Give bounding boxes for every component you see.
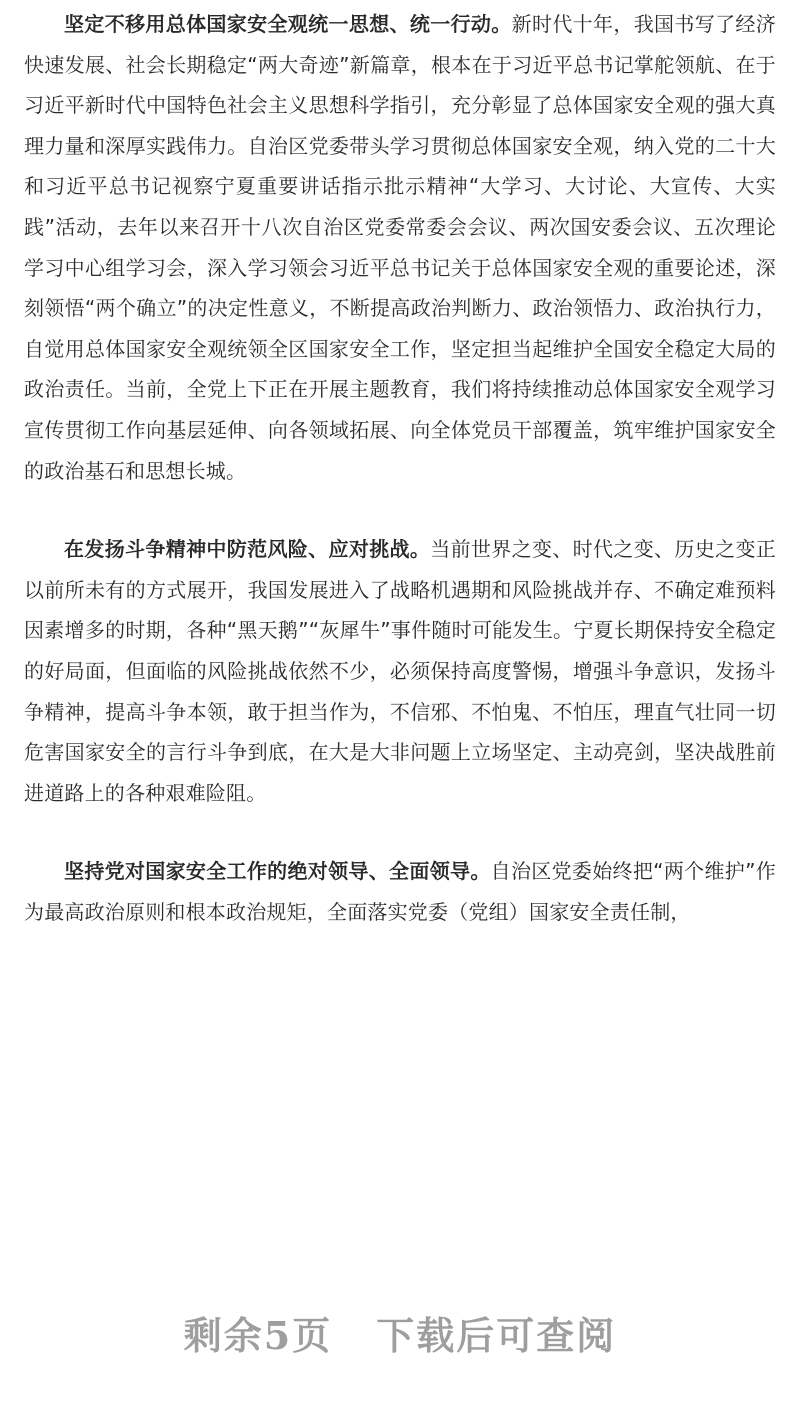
paragraph-2-lead: 在发扬斗争精神中防范风险、应对挑战。 [64,537,431,562]
paragraph-1 [24,4,776,491]
paragraph-1-body: 新时代十年，我国书写了经济快速发展、社会长期稳定“两大奇迹”新篇章，根本在于习近平总书记掌舵领航、在于习近平新时代中国特色社会主义思想科学指引，充分彰显了总体国家安全观的强大真理力量和深厚实践伟力。自治区党委带头学习贯彻总体国家安全观，纳入党的二十大和习近平总书记视察宁夏重要讲话指示批示精神“大学习、大讨论、大宣传、大实践”活动，去年以来召开十八次自治区党委常委会会议、两次国安委会议、五次理论学习中心组学习会，深入学习领会习近平总书记关于总体国家安全观的重要论述，深刻领悟“两个确立”的决定性意义，不断提高政治判断力、政治领悟力、政治执行力，自觉用总体国家安全观统领全区国家安全工作，坚定担当起维护全国安全稳定大局的政治责任。当前，全党上下正在开展主题教育，我们将持续推动总体国家安全观学习宣传贯彻工作向基层延伸、向各领域拓展、向全体党员干部覆盖，筑牢维护国家安全的政治基石和思想长城。 [24,12,776,483]
document-body [24,4,776,932]
paragraph-3-lead: 坚持党对国家安全工作的绝对领导、全面领导。 [64,859,491,884]
paragraph-2 [24,529,776,813]
paragraph-2-body: 当前世界之变、时代之变、历史之变正以前所未有的方式展开，我国发展进入了战略机遇期和风险挑战并存、不确定难预料因素增多的时期，各种“黑天鹅”“灰犀牛”事件随时可能发生。宁夏长期保持安全稳定的好局面，但面临的风险挑战依然不少，必须保持高度警惕，增强斗争意识，发扬斗争精神，提高斗争本领，敢于担当作为，不信邪、不怕鬼、不怕压，理直气壮同一切危害国家安全的言行斗争到底，在大是大非问题上立场坚定、主动亮剑，坚决战胜前进道路上的各种艰难险阻。 [24,537,776,805]
paragraph-1-lead: 坚定不移用总体国家安全观统一思想、统一行动。 [64,12,512,36]
remaining-pages-label: 剩余5页 [183,1313,333,1358]
paragraph-3-body: 自治区党委始终把“两个维护”作为最高政治原则和根本政治规矩，全面落实党委（党组）国家安全责任制， [24,859,776,924]
download-to-view-label: 下载后可查阅 [376,1313,617,1358]
paragraph-3 [24,851,776,932]
remaining-pages-banner [0,1305,800,1360]
